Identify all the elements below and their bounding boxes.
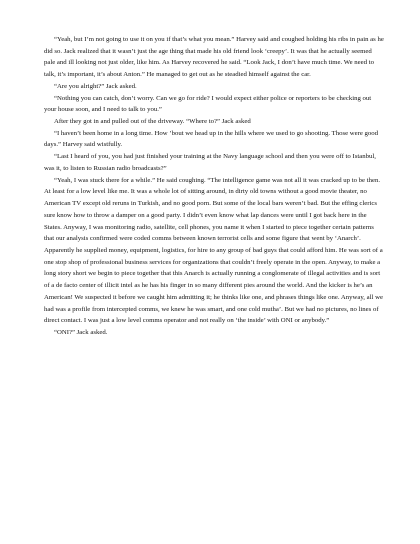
body-text (44, 34, 384, 339)
paragraph: “Nothing you can catch, don’t worry. Can we go for ride? I would expect either police or reporters to be checking out your house soon, and I need to talk to you.” (44, 94, 372, 114)
paragraph: “ONI?” Jack asked. (54, 328, 108, 336)
paragraph: “I haven’t been home in a long time. How ’bout we head up in the hills where we used to go shooting. Those were good days.” Harvey said wistfully. (44, 129, 379, 149)
paragraph: “Yeah, I was stuck there for a while.” He said coughing. “The intelligence game was not all it was cracked up to be then. At least for a low level like me. It was a whole lot of sitting around, in dirty old towns without a good movie theater, no American TV except old reruns in Turkish, and no good porn. But some of the local bars weren’t bad. But the effing clerics sure know how to throw a damper on a good party. I didn’t even know what lap dances were until I got back here in the States. Anyway, I was monitoring radio, satellite, cell phones, you name it when I started to piece together certain patterns that our analysis confirmed were coded comms between known terrorist cells and some figure that went by ‘Anarch’. Apparently he supplied money, equipment, logistics, for hire to any group of bad guys that could afford him. He was sort of a one stop shop of professional business services for organizations that couldn’t freely operate in the open. Anyway, to make a long story short we begin to piece together that this Anarch is actually running a conglomerate of illegal activities and is sort of a de facto center of illicit intel as he has his finger in so many different pies around the world. And the kicker is he’s an American! We suspected it before we caught him admitting it; he thinks like one, and phrases things like one. Anyway, all we had was a profile from intercepted comms, we knew he was smart, and one cold mutha’. But we had no pictures, no lines of direct contact. I was just a low level comms operator and not really on ‘the inside’ with ONI or anybody.” (44, 176, 383, 325)
paragraph: “Are you alright?” Jack asked. (54, 82, 137, 90)
paragraph: After they got in and pulled out of the driveway. “Where to?” Jack asked (54, 118, 251, 126)
paragraph: “Yeah, but I’m not going to use it on you if that’s what you mean.” Harvey said and coughed holding his ribs in pain as he did so. Jack realized that it wasn’t just the age thing that made his old friend look ‘creepy’. It was that he actually seemed pale and ill looking not just older, like him. As Harvey recovered he said. “Look Jack, I don’t have much time. We need to talk, it’s important, it’s about Anton.” He managed to get out as he steadied himself against the car. (44, 36, 384, 79)
paragraph: “Last I heard of you, you had just finished your training at the Navy language school and then you were off to Istanbul, was it, to listen to Russian radio broadcasts?” (44, 153, 376, 172)
